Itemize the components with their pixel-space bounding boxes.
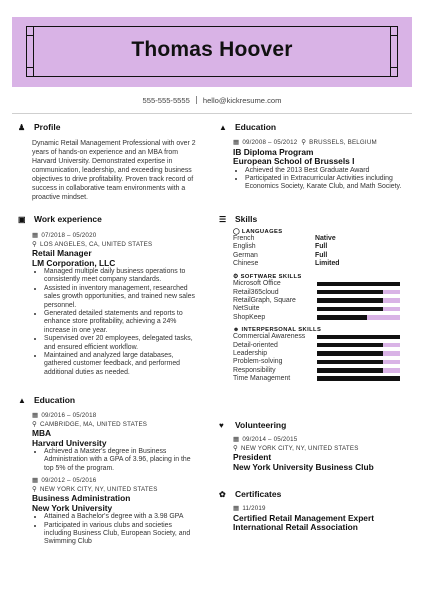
skill-level-bar bbox=[317, 298, 400, 303]
edu-dates: ▦ 09/2016 – 05/2018 bbox=[32, 412, 97, 419]
award-icon: ✿ bbox=[219, 489, 226, 499]
calendar-icon: ▦ bbox=[32, 232, 39, 239]
skill-name: Commercial Awareness bbox=[233, 333, 306, 341]
list-item: • Participated in various clubs and societies including Business Club, European Society, and Swimming Club bbox=[44, 522, 200, 547]
section-title: ♟ Profile bbox=[18, 122, 61, 132]
location-pin-icon: ⚲ bbox=[301, 139, 307, 146]
section-title: ▣ Work experience bbox=[18, 214, 102, 224]
skill-level-bar bbox=[317, 307, 400, 312]
profile-section bbox=[18, 121, 200, 202]
work-location: ⚲ LOS ANGELES, CA, UNITED STATES bbox=[32, 240, 153, 248]
vol-location: ⚲ NEW YORK CITY, NY, UNITED STATES bbox=[233, 444, 359, 452]
skill-level-bar bbox=[317, 282, 400, 287]
location-pin-icon: ⚲ bbox=[32, 485, 37, 493]
skill-level-bar bbox=[317, 335, 400, 340]
interpersonal-label: ☻ INTERPERSONAL SKILLS bbox=[233, 326, 322, 333]
work-company: LM Corporation, LLC bbox=[32, 257, 116, 268]
calendar-icon: ▦ bbox=[233, 436, 240, 443]
edu-bullets bbox=[32, 448, 200, 473]
cert-name: Certified Retail Management Expert bbox=[233, 512, 375, 523]
list-item: • Achieved a Master's degree in Business Administration with a GPA of 3.96, placing in the top 5% of the program. bbox=[44, 448, 200, 473]
skill-row bbox=[233, 349, 409, 357]
language-row: English Full bbox=[233, 243, 328, 251]
gear-icon: ⚙ bbox=[233, 273, 241, 280]
header-frame bbox=[26, 26, 398, 77]
list-item: • Participated in Extracurricular Activities including Economics Society, Karate Club, and Math Society. bbox=[245, 175, 409, 192]
skill-level-fill bbox=[317, 315, 367, 320]
frame-line bbox=[391, 35, 397, 36]
person-name: Thomas Hoover bbox=[131, 38, 293, 61]
software-list bbox=[233, 280, 409, 322]
people-icon: ☻ bbox=[233, 326, 242, 333]
certificates-section bbox=[219, 488, 409, 533]
location-pin-icon: ⚲ bbox=[32, 240, 37, 248]
edu-school: Harvard University bbox=[32, 437, 107, 448]
vol-org: New York University Business Club bbox=[233, 461, 374, 472]
skill-row bbox=[233, 305, 409, 313]
section-title: ♥ Volunteering bbox=[219, 420, 287, 430]
skill-level-bar bbox=[317, 351, 400, 356]
list-item: • Attained a Bachelor's degree with a 3.98 GPA bbox=[44, 513, 200, 521]
edu-school: European School of Brussels I bbox=[233, 156, 355, 166]
work-bullets bbox=[32, 268, 200, 377]
list-item: • Maintained and analyzed large databases, gathered customer feedback, and performed additional duties as needed. bbox=[44, 352, 200, 377]
language-row: French Native bbox=[233, 235, 336, 242]
globe-icon: ◯ bbox=[233, 229, 242, 235]
frame-line bbox=[27, 35, 33, 36]
edu-dates: ▦ 09/2008 – 05/2012 ⚲ BRUSSELS, BELGIUM bbox=[233, 139, 377, 146]
vol-dates: ▦ 09/2014 – 05/2015 bbox=[233, 436, 298, 443]
divider-rule bbox=[12, 113, 412, 114]
phone: 555-555-5555 bbox=[142, 96, 190, 105]
frame-line bbox=[391, 67, 397, 68]
skill-level-fill bbox=[317, 360, 383, 365]
skill-name: Detail-oriented bbox=[233, 341, 278, 349]
volunteering-section bbox=[219, 419, 409, 472]
edu-school: New York University bbox=[32, 502, 113, 513]
interpersonal-list bbox=[233, 333, 409, 383]
edu-dates: ▦ 09/2012 – 05/2016 bbox=[32, 477, 97, 485]
skill-name: Microsoft Office bbox=[233, 280, 281, 288]
divider bbox=[196, 96, 197, 104]
skill-name: Retail365cloud bbox=[233, 288, 279, 296]
skill-row bbox=[233, 313, 409, 321]
skill-name: ShopKeep bbox=[233, 313, 266, 321]
email: hello@kickresume.com bbox=[202, 96, 282, 105]
location-pin-icon: ⚲ bbox=[32, 420, 37, 428]
skill-level-fill bbox=[317, 335, 400, 340]
skill-name: Problem-solving bbox=[233, 358, 283, 366]
education-right-section bbox=[219, 121, 409, 192]
skill-level-fill bbox=[317, 307, 383, 312]
edu-location: ⚲ NEW YORK CITY, NY, UNITED STATES bbox=[32, 485, 158, 493]
header-band bbox=[12, 17, 412, 87]
skill-name: Time Management bbox=[233, 375, 291, 383]
graduation-cap-icon: ▲ bbox=[219, 122, 227, 132]
list-item: • Managed multiple daily business operations to consistently meet company standards. bbox=[44, 268, 200, 285]
work-role: Retail Manager bbox=[32, 248, 92, 258]
frame-line bbox=[27, 67, 33, 68]
cert-issuer: International Retail Association bbox=[233, 522, 358, 532]
skill-name: Responsibility bbox=[233, 366, 276, 374]
skill-name: Leadership bbox=[233, 350, 268, 358]
skill-row bbox=[233, 333, 409, 341]
language-row: German Full bbox=[233, 251, 328, 259]
edu-degree: IB Diploma Program bbox=[233, 146, 314, 157]
work-dates: ▦ 07/2018 – 05/2020 bbox=[32, 232, 97, 239]
profile-text: Dynamic Retail Management Professional with over 2 years of hands-on experience and an MBA from Harvard University. Demonstrated expertise in communication, leadership, and exceeding business objectives to drive profitability. Proven track record of success in collaborative team environments with a proactive mindset. bbox=[32, 140, 196, 201]
skill-row bbox=[233, 296, 409, 304]
skill-row bbox=[233, 358, 409, 366]
skill-level-bar bbox=[317, 290, 400, 295]
section-title: ☰ Skills bbox=[219, 214, 258, 224]
skill-level-fill bbox=[317, 298, 383, 303]
skill-level-bar bbox=[317, 315, 400, 320]
skill-row bbox=[233, 288, 409, 296]
skill-level-fill bbox=[317, 282, 400, 287]
list-icon: ☰ bbox=[219, 214, 227, 224]
calendar-icon: ▦ bbox=[32, 412, 39, 419]
work-section bbox=[18, 213, 200, 377]
skill-level-bar bbox=[317, 360, 400, 365]
skill-row bbox=[233, 341, 409, 349]
edu-degree: MBA bbox=[32, 428, 52, 438]
location-pin-icon: ⚲ bbox=[233, 444, 238, 452]
section-title: ▲ Education bbox=[219, 122, 277, 132]
section-title: ▲ Education bbox=[18, 395, 76, 405]
skills-section bbox=[219, 213, 409, 383]
cert-date: ▦ 11/2019 bbox=[233, 505, 266, 512]
section-title: ✿ Certificates bbox=[219, 489, 282, 499]
skill-level-fill bbox=[317, 343, 383, 348]
skill-level-fill bbox=[317, 368, 383, 373]
briefcase-icon: ▣ bbox=[18, 214, 26, 224]
calendar-icon: ▦ bbox=[32, 477, 39, 485]
skill-level-fill bbox=[317, 351, 383, 356]
edu-degree: Business Administration bbox=[32, 493, 131, 504]
software-label: ⚙ SOFTWARE SKILLS bbox=[233, 273, 302, 280]
calendar-icon: ▦ bbox=[233, 505, 240, 512]
skill-row bbox=[233, 280, 409, 288]
person-icon: ♟ bbox=[18, 122, 26, 132]
education-left-section bbox=[18, 394, 200, 547]
contact-line bbox=[0, 96, 424, 105]
skill-row bbox=[233, 366, 409, 374]
skill-name: RetailGraph, Square bbox=[233, 297, 296, 305]
heart-icon: ♥ bbox=[219, 420, 224, 430]
edu-bullets bbox=[233, 167, 409, 192]
languages-label: ◯ LANGUAGES bbox=[233, 229, 283, 235]
skill-level-bar bbox=[317, 343, 400, 348]
list-item: • Achieved the 2013 Best Graduate Award bbox=[245, 167, 409, 175]
list-item: • Assisted in inventory management, researched sales growth opportunities, and trained new sales personnel. bbox=[44, 285, 200, 310]
language-row: Chinese Limited bbox=[233, 260, 340, 268]
edu-location: ⚲ CAMBRIDGE, MA, UNITED STATES bbox=[32, 420, 148, 428]
list-item: • Supervised over 20 employees, delegated tasks, and ensured efficient workflow. bbox=[44, 335, 200, 352]
skill-level-bar bbox=[317, 368, 400, 373]
graduation-cap-icon: ▲ bbox=[18, 395, 26, 405]
skill-row bbox=[233, 375, 409, 383]
skill-level-fill bbox=[317, 290, 383, 295]
calendar-icon: ▦ bbox=[233, 139, 240, 146]
skill-level-fill bbox=[317, 376, 400, 381]
list-item: • Generated detailed statements and reports to enhance store profitability, achieving a 24% increase in one year. bbox=[44, 310, 200, 335]
edu-bullets bbox=[32, 513, 200, 547]
skill-name: NetSuite bbox=[233, 305, 260, 313]
skill-level-bar bbox=[317, 376, 400, 381]
vol-role: President bbox=[233, 452, 272, 462]
